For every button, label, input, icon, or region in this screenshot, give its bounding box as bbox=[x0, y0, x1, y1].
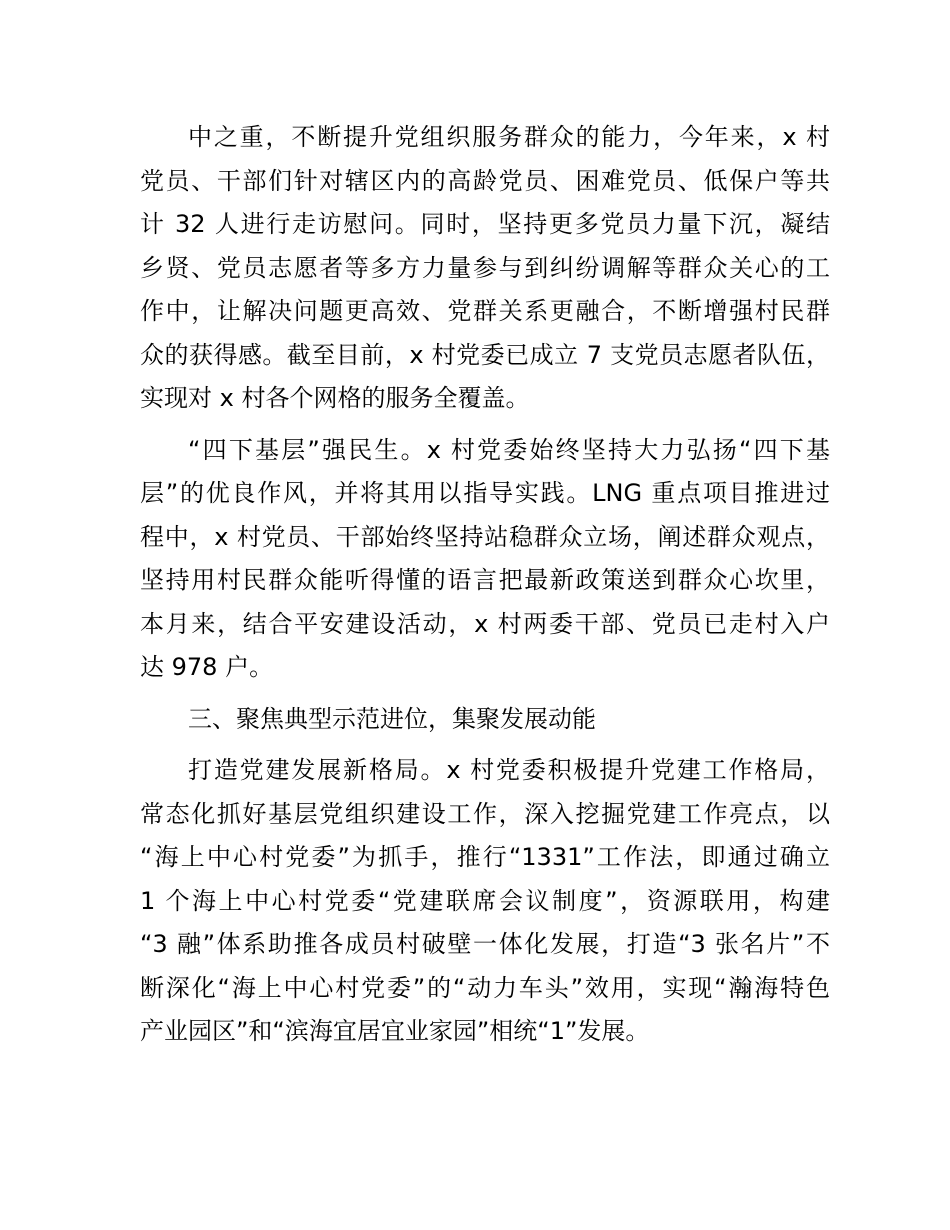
text-line: 众的获得感。截至目前，x 村党委已成立 7 支党员志愿者队伍， bbox=[140, 340, 830, 369]
text-line: 产业园区”和“滨海宜居宜业家园”相统“1”发展。 bbox=[140, 1017, 650, 1045]
text-line: 实现对 x 村各个网格的服务全覆盖。 bbox=[140, 384, 530, 412]
text-line: “四下基层”强民生。x 村党委始终坚持大力弘扬“四下基 bbox=[188, 435, 830, 464]
paragraph-service-masses bbox=[140, 116, 830, 421]
text-line: 党员、干部们针对辖区内的高龄党员、困难党员、低保户等共 bbox=[140, 166, 830, 195]
text-line: 中之重，不断提升党组织服务群众的能力，今年来，x 村 bbox=[188, 123, 830, 151]
text-line: 乡贤、党员志愿者等多方力量参与到纠纷调解等群众关心的工 bbox=[140, 253, 830, 282]
paragraph-party-building bbox=[140, 749, 830, 1054]
text-line: 断深化“海上中心村党委”的“动力车头”效用，实现“瀚海特色 bbox=[140, 973, 830, 1002]
text-line: 1 个海上中心村党委“党建联席会议制度”，资源联用，构建 bbox=[140, 886, 830, 915]
text-line: “海上中心村党委”为抓手，推行“1331”工作法，即通过确立 bbox=[140, 843, 830, 871]
text-line: 打造党建发展新格局。x 村党委积极提升党建工作格局， bbox=[188, 756, 830, 784]
text-line: 本月来，结合平安建设活动，x 村两委干部、党员已走村入户 bbox=[140, 609, 830, 638]
text-line: 作中，让解决问题更高效、党群关系更融合，不断增强村民群 bbox=[140, 297, 830, 325]
text-line: 计 32 人进行走访慰问。同时，坚持更多党员力量下沉，凝结 bbox=[140, 210, 830, 238]
text-line: 层”的优良作风，并将其用以指导实践。LNG 重点项目推进过 bbox=[140, 479, 830, 507]
text-line: 达 978 户。 bbox=[140, 653, 274, 681]
paragraph-four-grassroots bbox=[140, 429, 830, 690]
text-line: 常态化抓好基层党组织建设工作，深入挖掘党建工作亮点，以 bbox=[140, 799, 830, 828]
document-body bbox=[140, 116, 830, 1062]
text-line: 坚持用村民群众能听得懂的语言把最新政策送到群众心坎里， bbox=[140, 566, 830, 594]
text-line: 程中，x 村党员、干部始终坚持站稳群众立场，阐述群众观点， bbox=[140, 522, 830, 551]
section-heading-three bbox=[140, 698, 830, 742]
text-line: “3 融”体系助推各成员村破壁一体化发展，打造“3 张名片”不 bbox=[140, 930, 830, 958]
heading-line: 三、聚焦典型示范进位，集聚发展动能 bbox=[188, 704, 596, 733]
